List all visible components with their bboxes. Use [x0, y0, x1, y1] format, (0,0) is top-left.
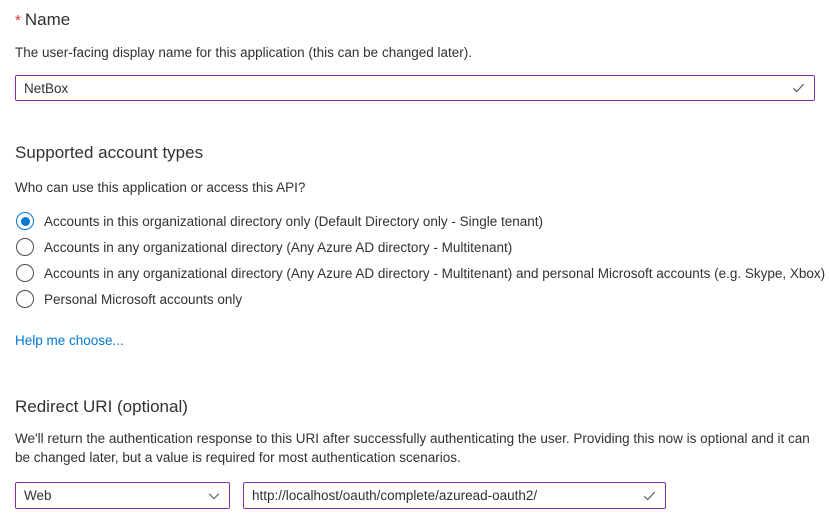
radio-button-icon[interactable] [16, 212, 34, 230]
radio-label: Accounts in any organizational directory (Any Azure AD directory - Multitenant) and personal Microsoft accounts (e.g. Skype, Xbox) [44, 265, 826, 281]
radio-button-icon[interactable] [16, 264, 34, 282]
account-types-question: Who can use this application or access this API? [15, 180, 306, 195]
redirect-uri-controls [15, 482, 815, 509]
platform-select-value: Web [24, 488, 52, 503]
valid-check-icon [791, 80, 806, 95]
required-marker: * [15, 12, 21, 29]
redirect-uri-input-container [243, 482, 666, 509]
valid-check-icon [642, 487, 657, 502]
radio-label: Personal Microsoft accounts only [44, 291, 243, 307]
radio-label: Accounts in any organizational directory (Any Azure AD directory - Multitenant) [44, 239, 513, 255]
radio-button-icon[interactable] [16, 238, 34, 256]
name-section-title [15, 9, 815, 32]
name-input[interactable] [16, 76, 814, 100]
help-me-choose-link[interactable]: Help me choose... [15, 333, 124, 348]
radio-personal-only[interactable] [15, 286, 815, 312]
name-title-text: Name [24, 10, 71, 29]
radio-multitenant-personal[interactable] [15, 260, 826, 286]
radio-button-icon[interactable] [16, 290, 34, 308]
radio-single-tenant[interactable] [15, 208, 815, 234]
account-type-radio-group [15, 208, 826, 312]
account-types-title: Supported account types [15, 143, 204, 162]
redirect-uri-input[interactable] [244, 483, 665, 508]
redirect-uri-title: Redirect URI (optional) [15, 397, 188, 416]
name-description: The user-facing display name for this application (this can be changed later). [15, 45, 472, 60]
radio-multitenant[interactable] [15, 234, 815, 260]
radio-label: Accounts in this organizational directory only (Default Directory only - Single tenant) [44, 213, 543, 229]
name-input-container [15, 75, 815, 101]
redirect-uri-description: We'll return the authentication response to this URI after successfully authenticating the user. Providing this now is optional and it can be changed later, but a value is required for most authentication scenarios. [15, 431, 810, 465]
platform-select[interactable] [15, 482, 230, 509]
chevron-down-icon [207, 489, 221, 503]
